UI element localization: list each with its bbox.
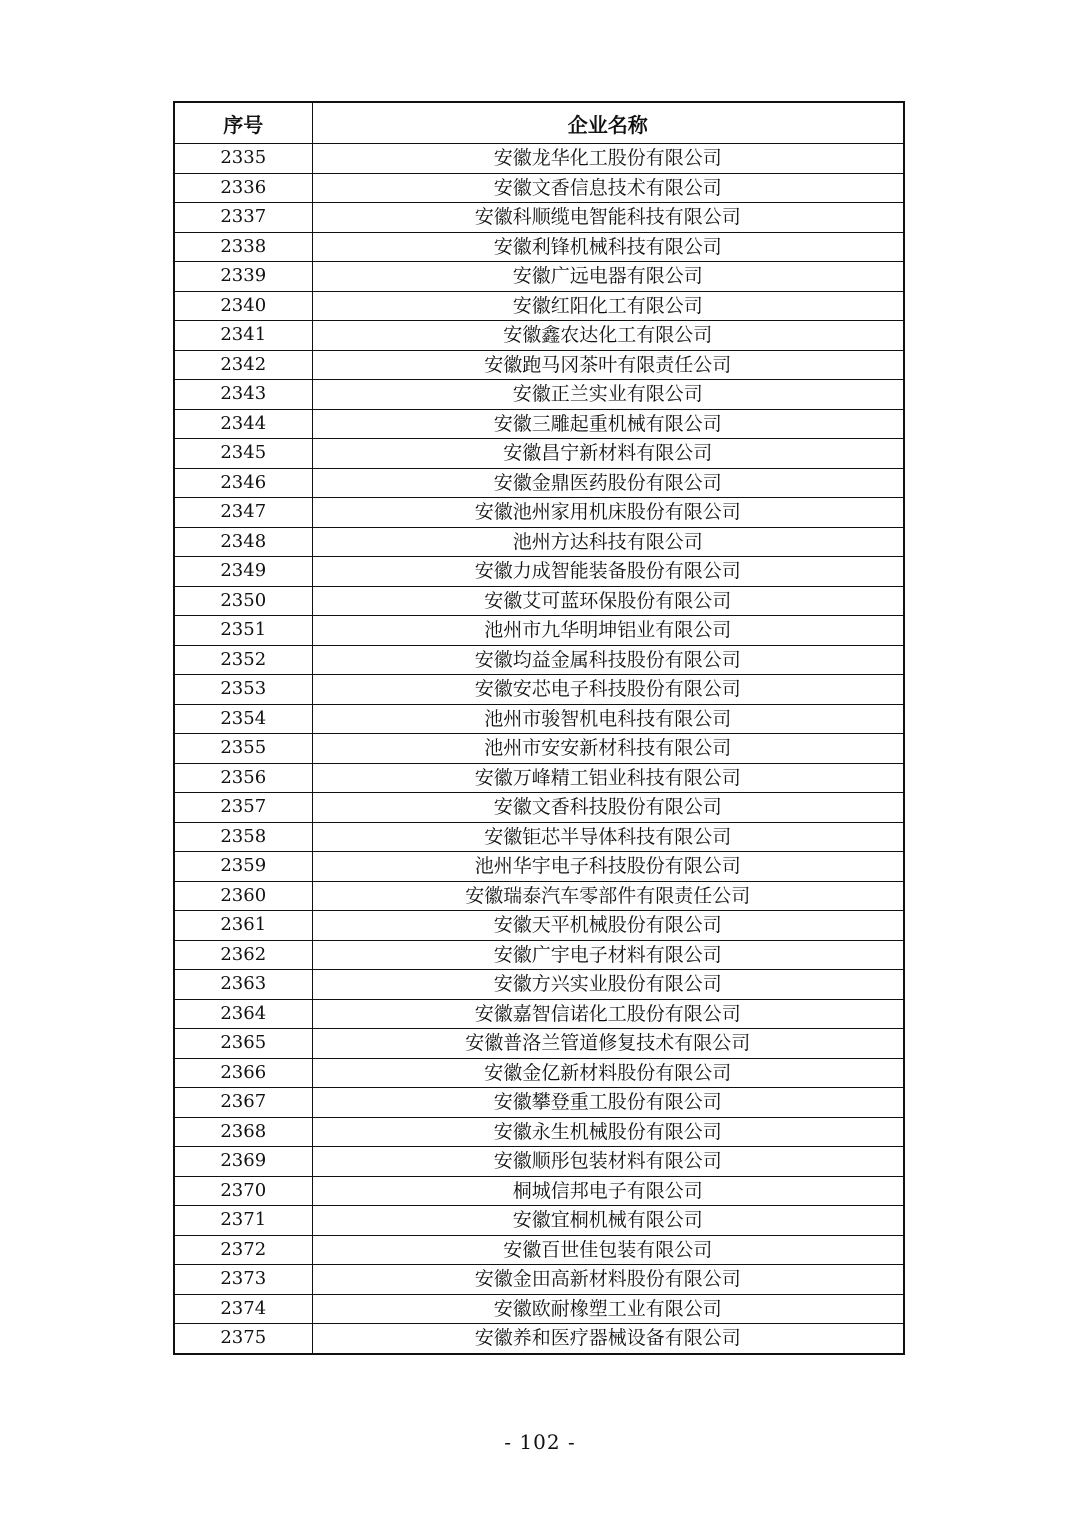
enterprise-name-cell: 桐城信邦电子有限公司 (312, 1176, 904, 1206)
serial-number-cell: 2341 (174, 321, 312, 351)
table-row (174, 1088, 904, 1118)
serial-number-cell: 2360 (174, 881, 312, 911)
table-row (174, 763, 904, 793)
enterprise-name-cell: 安徽龙华化工股份有限公司 (312, 144, 904, 174)
enterprise-name-cell: 池州市骏智机电科技有限公司 (312, 704, 904, 734)
serial-number-cell: 2350 (174, 586, 312, 616)
serial-number-cell: 2366 (174, 1058, 312, 1088)
enterprise-name-cell: 安徽安芯电子科技股份有限公司 (312, 675, 904, 705)
table-row (174, 498, 904, 528)
enterprise-name-cell: 池州华宇电子科技股份有限公司 (312, 852, 904, 882)
table-row (174, 1265, 904, 1295)
enterprise-name-cell: 安徽艾可蓝环保股份有限公司 (312, 586, 904, 616)
page-number: - 102 - (504, 1430, 576, 1454)
table-row (174, 940, 904, 970)
serial-number-cell: 2370 (174, 1176, 312, 1206)
table-row (174, 262, 904, 292)
serial-number-cell: 2371 (174, 1206, 312, 1236)
table-row (174, 734, 904, 764)
enterprise-name-cell: 安徽鑫农达化工有限公司 (312, 321, 904, 351)
table-row (174, 1324, 904, 1354)
header-serial-number: 序号 (174, 102, 312, 144)
serial-number-cell: 2335 (174, 144, 312, 174)
serial-number-cell: 2353 (174, 675, 312, 705)
enterprise-name-cell: 安徽宜桐机械有限公司 (312, 1206, 904, 1236)
table-row (174, 291, 904, 321)
table-row (174, 1058, 904, 1088)
table-row (174, 527, 904, 557)
table-row (174, 557, 904, 587)
enterprise-name-cell: 安徽三雕起重机械有限公司 (312, 409, 904, 439)
enterprise-name-cell: 安徽嘉智信诺化工股份有限公司 (312, 999, 904, 1029)
enterprise-name-cell: 池州市安安新材科技有限公司 (312, 734, 904, 764)
serial-number-cell: 2357 (174, 793, 312, 823)
enterprise-name-cell: 安徽昌宁新材料有限公司 (312, 439, 904, 469)
enterprise-name-cell: 安徽钜芯半导体科技有限公司 (312, 822, 904, 852)
table-row (174, 586, 904, 616)
table-row (174, 321, 904, 351)
enterprise-name-cell: 安徽养和医疗器械设备有限公司 (312, 1324, 904, 1354)
serial-number-cell: 2339 (174, 262, 312, 292)
table-header-row (174, 102, 904, 144)
enterprise-name-cell: 安徽跑马冈茶叶有限责任公司 (312, 350, 904, 380)
enterprise-name-cell: 安徽天平机械股份有限公司 (312, 911, 904, 941)
serial-number-cell: 2338 (174, 232, 312, 262)
serial-number-cell: 2372 (174, 1235, 312, 1265)
enterprise-name-cell: 安徽池州家用机床股份有限公司 (312, 498, 904, 528)
table-row (174, 439, 904, 469)
serial-number-cell: 2342 (174, 350, 312, 380)
enterprise-name-cell: 安徽金亿新材料股份有限公司 (312, 1058, 904, 1088)
enterprise-name-cell: 安徽顺彤包装材料有限公司 (312, 1147, 904, 1177)
table-row (174, 1235, 904, 1265)
serial-number-cell: 2348 (174, 527, 312, 557)
header-enterprise-name: 企业名称 (312, 102, 904, 144)
enterprise-name-cell: 安徽正兰实业有限公司 (312, 380, 904, 410)
serial-number-cell: 2336 (174, 173, 312, 203)
serial-number-cell: 2369 (174, 1147, 312, 1177)
table-row (174, 852, 904, 882)
serial-number-cell: 2363 (174, 970, 312, 1000)
table-row (174, 468, 904, 498)
enterprise-name-cell: 安徽瑞泰汽车零部件有限责任公司 (312, 881, 904, 911)
serial-number-cell: 2356 (174, 763, 312, 793)
table-row (174, 675, 904, 705)
serial-number-cell: 2367 (174, 1088, 312, 1118)
enterprise-name-cell: 安徽攀登重工股份有限公司 (312, 1088, 904, 1118)
table-row (174, 144, 904, 174)
serial-number-cell: 2359 (174, 852, 312, 882)
table-row (174, 822, 904, 852)
serial-number-cell: 2337 (174, 203, 312, 233)
serial-number-cell: 2368 (174, 1117, 312, 1147)
table-row (174, 704, 904, 734)
serial-number-cell: 2346 (174, 468, 312, 498)
serial-number-cell: 2340 (174, 291, 312, 321)
serial-number-cell: 2344 (174, 409, 312, 439)
enterprise-name-cell: 安徽百世佳包装有限公司 (312, 1235, 904, 1265)
enterprise-name-cell: 安徽方兴实业股份有限公司 (312, 970, 904, 1000)
serial-number-cell: 2358 (174, 822, 312, 852)
serial-number-cell: 2355 (174, 734, 312, 764)
serial-number-cell: 2362 (174, 940, 312, 970)
table-row (174, 1294, 904, 1324)
enterprise-name-cell: 安徽科顺缆电智能科技有限公司 (312, 203, 904, 233)
enterprise-name-cell: 安徽普洛兰管道修复技术有限公司 (312, 1029, 904, 1059)
serial-number-cell: 2374 (174, 1294, 312, 1324)
enterprise-name-cell: 安徽文香信息技术有限公司 (312, 173, 904, 203)
table-row (174, 173, 904, 203)
table-row (174, 970, 904, 1000)
enterprise-name-cell: 安徽广远电器有限公司 (312, 262, 904, 292)
table-row (174, 616, 904, 646)
serial-number-cell: 2354 (174, 704, 312, 734)
serial-number-cell: 2365 (174, 1029, 312, 1059)
serial-number-cell: 2375 (174, 1324, 312, 1354)
serial-number-cell: 2361 (174, 911, 312, 941)
serial-number-cell: 2349 (174, 557, 312, 587)
enterprise-name-cell: 安徽欧耐橡塑工业有限公司 (312, 1294, 904, 1324)
enterprise-name-cell: 安徽永生机械股份有限公司 (312, 1117, 904, 1147)
table-row (174, 999, 904, 1029)
table-row (174, 1147, 904, 1177)
table-row (174, 911, 904, 941)
enterprise-name-cell: 安徽万峰精工铝业科技有限公司 (312, 763, 904, 793)
table-row (174, 1029, 904, 1059)
enterprise-name-cell: 安徽均益金属科技股份有限公司 (312, 645, 904, 675)
table-row (174, 1176, 904, 1206)
serial-number-cell: 2345 (174, 439, 312, 469)
enterprise-table (173, 101, 905, 1355)
table-row (174, 380, 904, 410)
serial-number-cell: 2373 (174, 1265, 312, 1295)
enterprise-name-cell: 池州方达科技有限公司 (312, 527, 904, 557)
table-row (174, 1117, 904, 1147)
enterprise-name-cell: 安徽文香科技股份有限公司 (312, 793, 904, 823)
serial-number-cell: 2347 (174, 498, 312, 528)
serial-number-cell: 2343 (174, 380, 312, 410)
table-row (174, 793, 904, 823)
table-row (174, 350, 904, 380)
enterprise-name-cell: 安徽力成智能装备股份有限公司 (312, 557, 904, 587)
serial-number-cell: 2351 (174, 616, 312, 646)
table-row (174, 203, 904, 233)
enterprise-name-cell: 安徽金田高新材料股份有限公司 (312, 1265, 904, 1295)
enterprise-name-cell: 安徽金鼎医药股份有限公司 (312, 468, 904, 498)
table-row (174, 645, 904, 675)
table-row (174, 1206, 904, 1236)
table-row (174, 232, 904, 262)
table-row (174, 881, 904, 911)
serial-number-cell: 2352 (174, 645, 312, 675)
enterprise-name-cell: 池州市九华明坤铝业有限公司 (312, 616, 904, 646)
serial-number-cell: 2364 (174, 999, 312, 1029)
enterprise-name-cell: 安徽广宇电子材料有限公司 (312, 940, 904, 970)
enterprise-name-cell: 安徽利锋机械科技有限公司 (312, 232, 904, 262)
table-row (174, 409, 904, 439)
enterprise-name-cell: 安徽红阳化工有限公司 (312, 291, 904, 321)
table-body (174, 144, 904, 1354)
